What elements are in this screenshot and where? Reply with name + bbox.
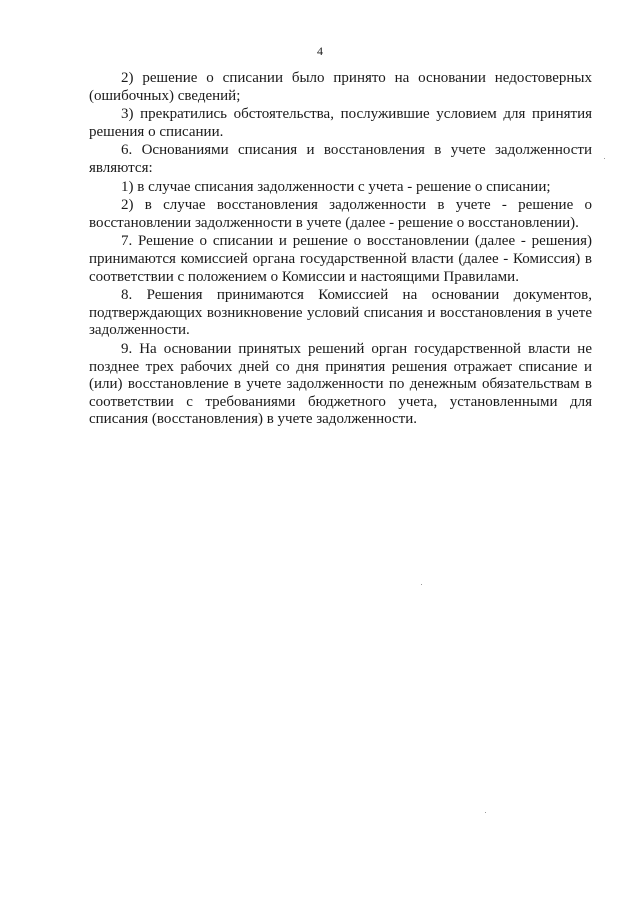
paragraph: 1) в случае списания задолженности с учета - решение о списании; — [121, 178, 551, 195]
paragraph: 2) решение о списании было принято на основании недостоверных (ошибочных) сведений; — [89, 70, 592, 104]
scan-speck — [604, 158, 605, 159]
paragraph: 3) прекратились обстоятельства, послужившие условием для принятия решения о списании. — [89, 106, 592, 140]
document-body — [89, 70, 592, 430]
paragraph: 8. Решения принимаются Комиссией на основании документов, подтверждающих возникновение условий списания и восстановления в учете задолженности. — [89, 287, 592, 339]
paragraph: 9. На основании принятых решений орган государственной власти не позднее трех рабочих дней со дня принятия решения отражает списание и (или) восстановление в учете задолженности по денежным обязательствам в соответствии с требованиями бюджетного учета, установленными для списания (восстановления) в учете задолженности. — [89, 340, 592, 428]
scan-speck — [485, 812, 486, 813]
paragraph: 2) в случае восстановления задолженности в учете - решение о восстановлении задолженности в учете (далее - решение о восстановлении). — [89, 197, 592, 231]
page-number: 4 — [317, 44, 323, 58]
paragraph: 6. Основаниями списания и восстановления в учете задолженности являются: — [89, 142, 592, 176]
scan-speck — [421, 584, 422, 585]
paragraph: 7. Решение о списании и решение о восстановлении (далее - решения) принимаются комиссией органа государственной власти (далее - Комиссия) в соответствии с положением о Комиссии и настоящими Правилами. — [89, 233, 592, 285]
